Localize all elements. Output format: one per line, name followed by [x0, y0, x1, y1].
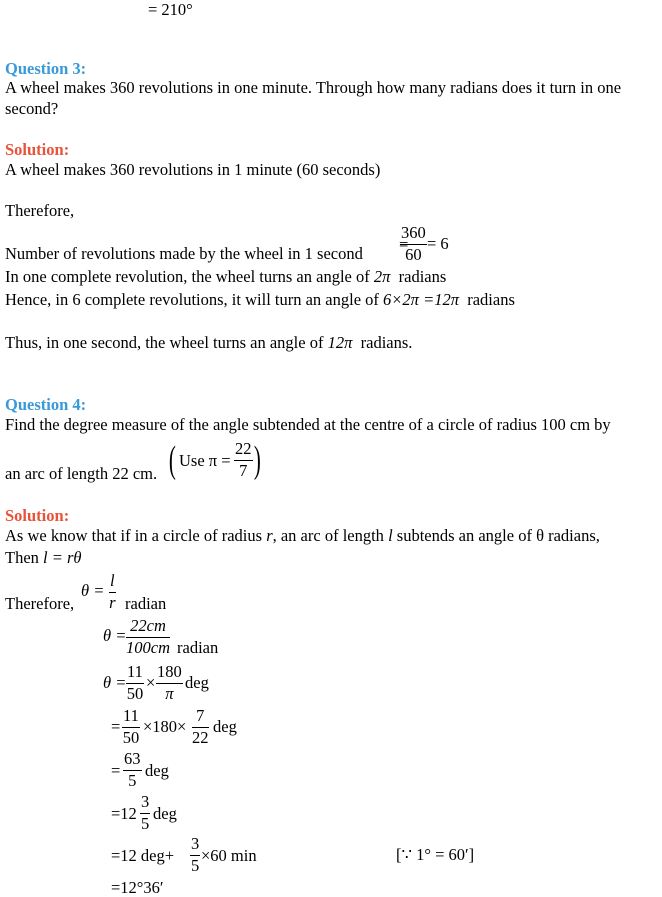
q4-e6-fraction: [140, 794, 150, 832]
q3-solution-line-4: [5, 269, 446, 286]
q3-s5-math-2: =12π: [423, 290, 459, 309]
q3-s6-math: 12π: [327, 333, 353, 352]
top-result: = 210°: [148, 0, 193, 19]
q3-therefore: Therefore,: [5, 201, 75, 220]
q4-e7-prefix: =12 deg+: [111, 846, 175, 865]
q4-solution-line-2: [5, 550, 82, 567]
q4-e4-fraction-1: [122, 708, 140, 746]
q4-e3-lhs: θ =: [103, 673, 127, 692]
q4-e4-numerator-2: 7: [196, 706, 205, 725]
right-paren: ): [253, 439, 261, 481]
q4-s1-length-var: l: [388, 526, 393, 545]
q4-e1-fraction: [109, 573, 116, 611]
q4-e5-numerator: 63: [124, 749, 141, 768]
q4-e3-unit: deg: [185, 673, 209, 692]
q4-e5-unit: deg: [145, 761, 169, 780]
q4-e7-note: [∵ 1° = 60′]: [396, 845, 475, 864]
q4-e3-numerator-1: 11: [127, 662, 143, 681]
q3-s4-math: 2π: [373, 267, 391, 286]
q4-e2-denominator: 100cm: [126, 637, 170, 657]
left-paren: (: [168, 439, 176, 481]
q4-s2-text: Then: [5, 548, 39, 567]
q4-e3-fraction-1: [126, 664, 144, 702]
question-4-heading: Question 4:: [5, 395, 87, 414]
q4-e4-numerator-1: 11: [123, 706, 139, 725]
q4-e3-denominator-1: 50: [126, 683, 144, 703]
question-4-solution-heading: Solution:: [5, 506, 70, 525]
q3-s4-text: In one complete revolution, the wheel turns an angle of: [5, 267, 370, 286]
q4-e1-unit: radian: [125, 594, 167, 613]
q3-solution-line-6: [5, 335, 412, 352]
q4-pi-denominator: 7: [239, 460, 248, 480]
q4-e5-equals: =: [111, 761, 121, 780]
q4-e3-times: ×: [146, 673, 156, 692]
q4-pi-numerator: 22: [235, 439, 252, 458]
q4-s1-text-b: , an arc of length: [272, 526, 384, 545]
q3-s5-unit: radians: [467, 290, 515, 309]
q3-solution-line-1: A wheel makes 360 revolutions in 1 minute (60 seconds): [5, 160, 381, 179]
q4-s1-text-c: subtends an angle of θ radians,: [396, 526, 600, 545]
q4-use-pi-text: Use π =: [179, 451, 231, 470]
q3-solution-line-5: [5, 292, 515, 309]
q3-s6-text: Thus, in one second, the wheel turns an angle of: [5, 333, 324, 352]
q4-e8-result: =12°36′: [111, 878, 164, 897]
q4-e2-numerator: 22cm: [130, 616, 166, 635]
q4-pi-fraction: [234, 441, 253, 479]
q3-frac-result: = 6: [427, 234, 449, 253]
q4-solution-line-1: [5, 528, 600, 545]
q4-e7-numerator: 3: [191, 834, 200, 853]
q4-e6-prefix: =12: [111, 804, 137, 823]
q4-e7-fraction: [190, 836, 200, 874]
q3-frac-numerator: 360: [401, 223, 426, 242]
q4-e5-fraction: [123, 751, 142, 789]
q4-e7-post: ×60 min: [201, 846, 257, 865]
question-3-heading: Question 3:: [5, 59, 87, 78]
q3-revolutions-fraction: [400, 225, 427, 263]
q4-e1-numerator: l: [110, 571, 115, 590]
question-3-line-1: A wheel makes 360 revolutions in one minute. Through how many radians does it turn in one: [5, 78, 622, 97]
q4-e4-denominator-1: 50: [122, 727, 140, 747]
q4-e3-numerator-2: 180: [157, 662, 182, 681]
question-4-line-2: an arc of length 22 cm.: [5, 464, 158, 483]
q3-s5-text: Hence, in 6 complete revolutions, it will turn an angle of: [5, 290, 379, 309]
q4-e4-denominator-2: 22: [192, 727, 209, 747]
q4-e2-unit: radian: [177, 638, 219, 657]
q4-s1-text-a: As we know that if in a circle of radius: [5, 526, 263, 545]
q3-frac-equals: =: [399, 235, 409, 254]
q4-e6-denominator: 5: [141, 813, 150, 833]
q4-e3-denominator-2: π: [165, 683, 174, 703]
q4-e6-unit: deg: [153, 804, 177, 823]
q3-s5-math-1: 6×2π: [383, 290, 419, 309]
q4-e7-denominator: 5: [191, 855, 200, 875]
question-4-line-1: Find the degree measure of the angle subtended at the centre of a circle of radius 100 cm by: [5, 415, 611, 434]
q4-e1-denominator: r: [109, 592, 116, 612]
q3-s6-unit: radians.: [360, 333, 413, 352]
q3-s4-unit: radians: [398, 267, 447, 286]
q4-therefore: Therefore,: [5, 594, 75, 613]
q3-frac-denominator: 60: [405, 244, 422, 264]
q4-e4-equals: =: [111, 717, 121, 736]
question-3-line-2: second?: [5, 99, 59, 118]
q3-solution-line-3: Number of revolutions made by the wheel in 1 second: [5, 244, 363, 263]
question-3-solution-heading: Solution:: [5, 140, 70, 159]
q4-e4-middle: ×180×: [143, 717, 187, 736]
q4-e5-denominator: 5: [128, 770, 137, 790]
q4-e3-fraction-2: [156, 664, 183, 702]
q4-e1-lhs: θ =: [81, 581, 105, 600]
q4-e2-fraction: [126, 618, 170, 656]
q4-e4-fraction-2: [192, 708, 209, 746]
q4-e4-unit: deg: [213, 717, 237, 736]
q4-e2-lhs: θ =: [103, 626, 127, 645]
q4-s1-radius-var: r: [266, 526, 273, 545]
q4-e6-numerator: 3: [141, 792, 150, 811]
q4-s2-formula: l = rθ: [43, 548, 82, 567]
